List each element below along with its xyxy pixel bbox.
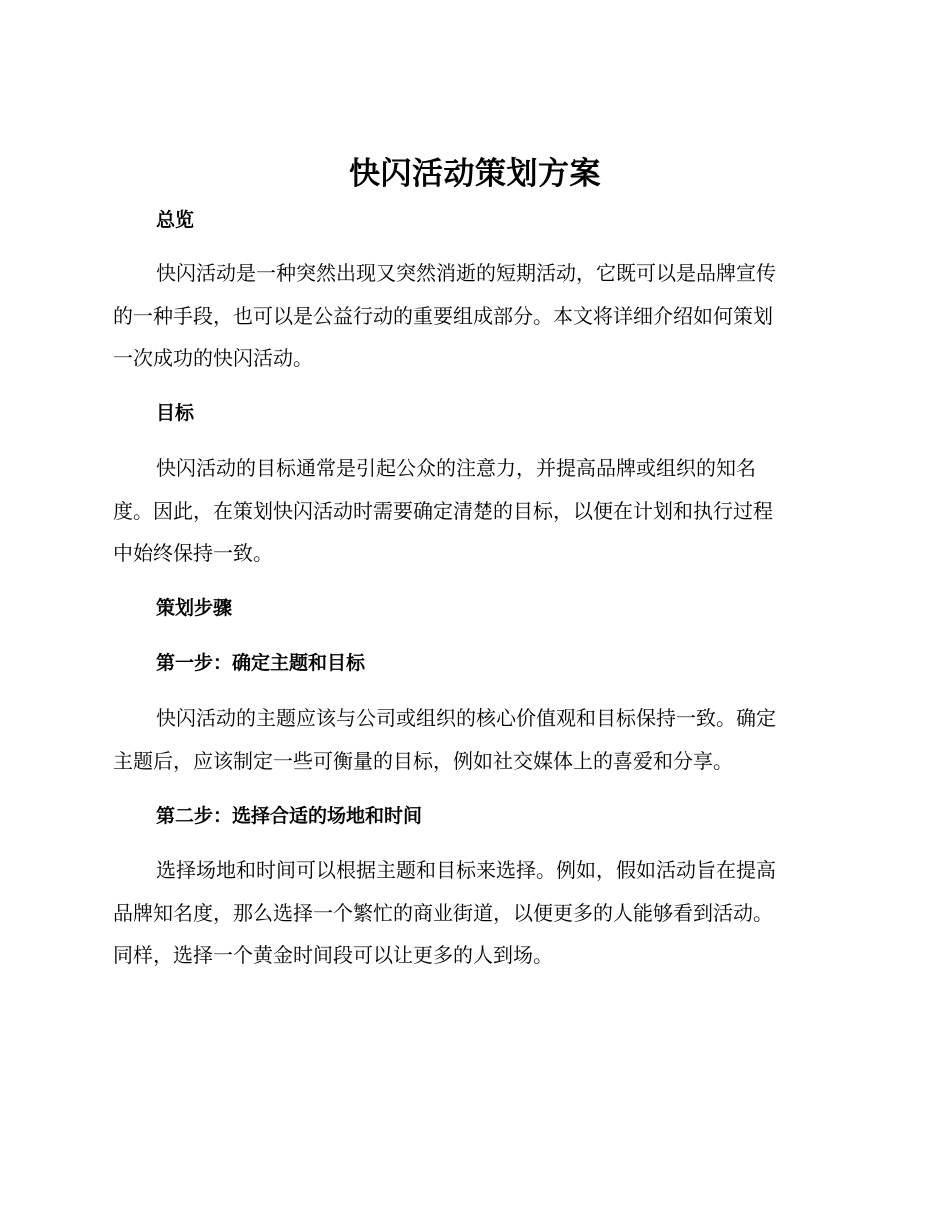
paragraph-line: 度。因此，在策划快闪活动时需要确定清楚的目标，以便在计划和执行过程 — [113, 498, 773, 523]
paragraph-line: 快闪活动的主题应该与公司或组织的核心价值观和目标保持一致。确定 — [156, 706, 776, 730]
section-paragraph-step-one — [113, 697, 835, 782]
paragraph-line: 快闪活动是一种突然出现又突然消逝的短期活动，它既可以是品牌宣传 — [156, 261, 776, 285]
paragraph-line: 一次成功的快闪活动。 — [113, 346, 313, 370]
section-paragraph-step-two — [113, 849, 835, 977]
paragraph-line: 品牌知名度，那么选择一个繁忙的商业街道，以便更多的人能够看到活动。 — [113, 900, 773, 925]
paragraph-line: 主题后，应该制定一些可衡量的目标，例如社交媒体上的喜爱和分享。 — [113, 748, 733, 773]
section-heading-step-two: 第二步：选择合适的场地和时间 — [156, 805, 423, 827]
section-paragraph-goal — [113, 447, 835, 575]
paragraph-line: 选择场地和时间可以根据主题和目标来选择。例如，假如活动旨在提高 — [156, 858, 776, 882]
paragraph-line: 中始终保持一致。 — [113, 541, 273, 565]
section-heading-goal: 目标 — [156, 402, 195, 424]
section-heading-planning-steps: 策划步骤 — [156, 597, 233, 619]
paragraph-line: 的一种手段，也可以是公益行动的重要组成部分。本文将详细介绍如何策划 — [113, 303, 773, 328]
section-paragraph-overview — [113, 252, 835, 380]
paragraph-line: 快闪活动的目标通常是引起公众的注意力，并提高品牌或组织的知名 — [156, 456, 756, 480]
section-heading-overview: 总览 — [156, 209, 195, 231]
paragraph-line: 同样，选择一个黄金时间段可以让更多的人到场。 — [113, 943, 553, 967]
document-title: 快闪活动策划方案 — [349, 156, 601, 192]
section-heading-step-one: 第一步：确定主题和目标 — [156, 652, 366, 674]
